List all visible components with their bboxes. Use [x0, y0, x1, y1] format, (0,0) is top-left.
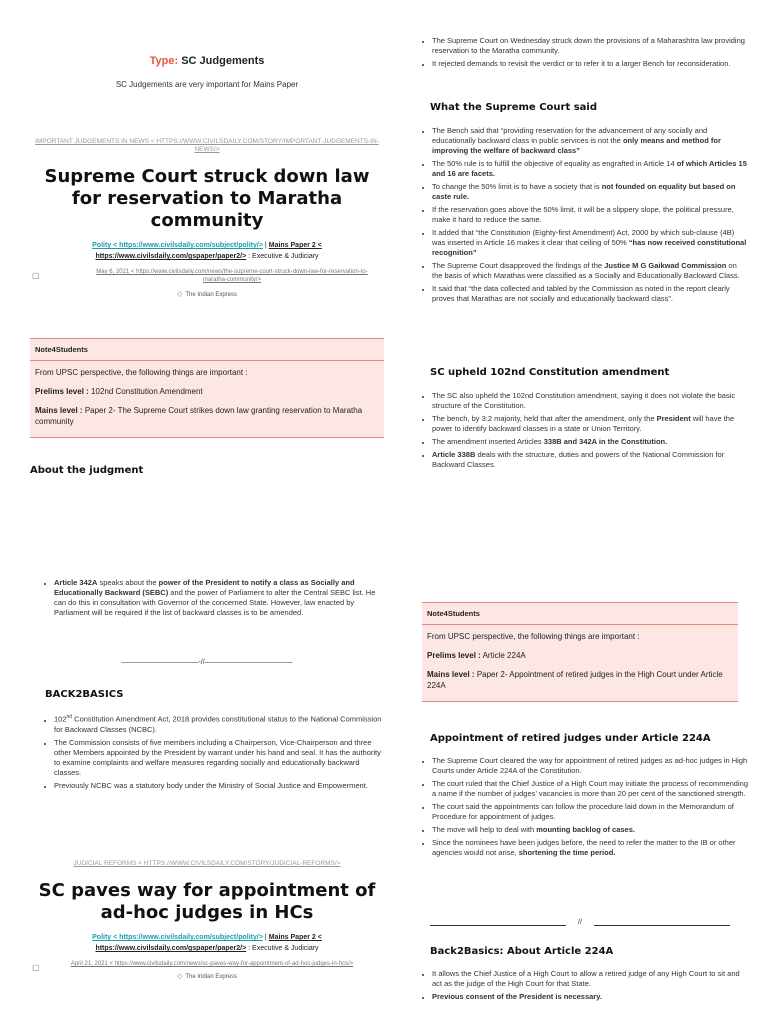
list-item: • The Supreme Court cleared the way for appointment of retired judges as ad-hoc judges in High Courts under Article 224A of the Constitution. [432, 756, 748, 776]
list-item: • The 50% rule is to fulfill the objective of equality as engrafted in Article 14 of which Articles 15 and 16 are facets. [432, 159, 748, 179]
article2-date[interactable] [30, 960, 384, 972]
article2-category-link[interactable]: JUDICIAL REFORMS < HTTPS://WWW.CIVILSDAILY.COM/STORY/JUDICIAL-REFORMS/> [73, 860, 341, 867]
type-subtitle: SC Judgements are very important for Mains Paper [115, 80, 299, 89]
article1-subject-link[interactable]: Polity < https://www.civilsdaily.com/subject/polity/> [92, 242, 263, 249]
list-item: • 102nd Constitution Amendment Act, 2018 provides constitutional status to the National Commission for Backward Classes (NCBC). [54, 712, 384, 735]
list-item: • Previous consent of the President is necessary. [432, 992, 748, 1002]
list-item: • The move will help to deal with mounting backlog of cases. [432, 825, 748, 835]
divider-line-right [594, 925, 730, 926]
type-value: SC Judgements [181, 55, 265, 67]
section-divider: ———————————-//————————————– [121, 659, 293, 666]
article2-paper-link-b[interactable]: https://www.civilsdaily.com/gspaper/paper2/> [95, 945, 247, 952]
note-intro: From UPSC perspective, the following things are important : [427, 632, 640, 641]
article2-source [30, 972, 384, 980]
what-sc-said-heading: What the Supreme Court said [430, 102, 598, 113]
list-item: • Article 342A speaks about the power of the President to notify a class as Socially and Educationally Backward (SEBC) and the power of Parliament to alter the Central SEBC list. He can do this in consultation with Governor of the concerned State. However, law enacted by Parliament will be required if the list of backward classes is to be amended. [54, 578, 384, 618]
article1-paper-link-b[interactable]: https://www.civilsdaily.com/gspaper/paper2/> [95, 253, 247, 260]
list-item: • The court said the appointments can follow the procedure laid down in the Memorandum of Procedure for appointment of judges. [432, 802, 748, 822]
list-item: • The amendment inserted Articles 338B and 342A in the Constitution. [432, 437, 748, 447]
list-item: • The Supreme Court on Wednesday struck down the provisions of a Maharashtra law providing reservation to the Maratha community. [432, 36, 748, 56]
note-heading: Note4Students [422, 603, 738, 625]
type-line [30, 55, 384, 67]
article342a-list [30, 578, 384, 621]
sc-upheld-heading: SC upheld 102nd Constitution amendment [430, 367, 670, 378]
list-item: • Since the nominees have been judges before, the need to refer the matter to the IB or other agencies would not arise, shortening the time period. [432, 838, 748, 858]
note-prelims: Prelims level : 102nd Constitution Amendment [35, 387, 203, 396]
back2basics-224a-heading: Back2Basics: About Article 224A [430, 946, 614, 957]
note-prelims: Prelims level : Article 224A [427, 651, 526, 660]
article2-paper-suffix: : Executive & Judiciary [248, 945, 319, 952]
sc-upheld-list [422, 391, 748, 473]
back2basics-list [30, 712, 384, 794]
article1-title: Supreme Court struck down law for reservation to Maratha community [44, 166, 370, 231]
back2basics-224a-list [422, 969, 748, 1005]
list-item: • The Commission consists of five members including a Chairperson, Vice-Chairperson and three other Members appointed by the President by warrant under his hand and seal. It has the authority to examine complaints and welfare measures regarding socially and educationally backward classes. [54, 738, 384, 778]
list-item: • The court ruled that the Chief Justice of a High Court may initiate the process of recommending a name if the number of judges’ vacancies is more than 20 per cent of the sanctioned strength. [432, 779, 748, 799]
list-item: • It added that “the Constitution (Eighty-first Amendment) Act, 2000 by which sub-clause (4B) was inserted in Article 16 makes it clear that ceiling of 50% “has now received constitutional recognition” [432, 228, 748, 258]
list-item: • If the reservation goes above the 50% limit, it will be a slippery slope, the political pressure, make it hard to reduce the same. [432, 205, 748, 225]
tag-icon: ◇ [176, 291, 183, 298]
sc-said-list [422, 126, 748, 307]
note-mains: Mains level : Paper 2- Appointment of retired judges in the High Court under Article 224A [427, 670, 723, 690]
list-item: • It rejected demands to revisit the verdict or to refer it to a larger Bench for reconsideration. [432, 59, 748, 69]
about-judgment-heading: About the judgment [30, 465, 144, 476]
article2-note [422, 602, 738, 702]
article2-subject-link[interactable]: Polity < https://www.civilsdaily.com/subject/polity/> [92, 934, 263, 941]
list-item: • The SC also upheld the 102nd Constitution amendment, saying it does not violate the basic structure of the Constitution. [432, 391, 748, 411]
note-mains: Mains level : Paper 2- The Supreme Court strikes down law granting reservation to Maratha community [35, 406, 363, 426]
list-item: • The bench, by 3:2 majority, held that after the amendment, only the President will have the power to identify backward classes in a state or Union Territory. [432, 414, 748, 434]
back2basics-heading: BACK2BASICS [45, 689, 124, 700]
article1-category-link[interactable]: IMPORTANT JUDGEMENTS IN NEWS < HTTPS://WWW.CIVILSDAILY.COM/STORY/IMPORTANT-JUDGEMENTS-IN-NEWS/> [35, 138, 379, 153]
article1-date[interactable] [30, 268, 384, 284]
list-item: • It said that “the data collected and tabled by the Commission as noted in the report clearly proves that Marathas are not socially and educationally backward class”. [432, 284, 748, 304]
article2-paper-link-a[interactable]: Mains Paper 2 < [268, 934, 322, 941]
list-item: • To change the 50% limit is to have a society that is not founded on equality but based on caste rule. [432, 182, 748, 202]
section-divider: // [578, 919, 582, 926]
article1-meta: Polity < https://www.civilsdaily.com/subject/polity/> | Mains Paper 2 < https://www.civilsdaily.com/gspaper/paper2/> : Executive & Judiciary [92, 242, 322, 260]
article2-date-link[interactable]: April 21, 2021 < https://www.civilsdaily.com/news/sc-paves-way-for-appointment-of-ad-hoc-judges-in-hcs/> [70, 961, 354, 967]
intro-list [422, 36, 748, 72]
article1-paper-suffix: : Executive & Judiciary [248, 253, 319, 260]
note-heading: Note4Students [30, 339, 384, 361]
appointment-list [422, 756, 748, 861]
tag-icon: ◇ [176, 973, 183, 980]
list-item: • Previously NCBC was a statutory body under the Ministry of Social Justice and Empowerment. [54, 781, 384, 791]
article2-meta: Polity < https://www.civilsdaily.com/subject/polity/> | Mains Paper 2 < https://www.civilsdaily.com/gspaper/paper2/> : Executive & Judiciary [92, 934, 322, 952]
article2-title: SC paves way for appointment of ad-hoc judges in HCs [38, 880, 376, 923]
list-item: • The Supreme Court disapproved the findings of the Justice M G Gaikwad Commission on the basis of which Marathas were classified as a Socially and Educationally Backward Class. [432, 261, 748, 281]
left-column [30, 0, 384, 1024]
list-item: • Article 338B deals with the structure, duties and powers of the National Commission for Backward Classes. [432, 450, 748, 470]
calendar-icon: ▢ [32, 271, 40, 280]
article1-header [30, 138, 384, 298]
type-label: Type: [149, 55, 179, 67]
appointment-heading: Appointment of retired judges under Article 224A [430, 733, 711, 744]
calendar-icon: ▢ [32, 963, 40, 972]
article1-note [30, 338, 384, 438]
article1-source-text: The Indian Express [185, 292, 238, 298]
list-item: • It allows the Chief Justice of a High Court to allow a retired judge of any High Court to sit and act as the judge of the High Court for that State. [432, 969, 748, 989]
article1-paper-link-a[interactable]: Mains Paper 2 < [268, 242, 322, 249]
note-intro: From UPSC perspective, the following things are important : [35, 368, 248, 377]
right-column [422, 0, 748, 1024]
article2-header [30, 860, 384, 980]
article1-source [30, 290, 384, 298]
list-item: • The Bench said that “providing reservation for the advancement of any socially and educationally backward class in public services is not the only means and method for improving the welfare of backward class” [432, 126, 748, 156]
article2-source-text: The Indian Express [185, 974, 238, 980]
article1-date-link[interactable]: May 6, 2021 < https://www.civilsdaily.com/news/the-supreme-court-struck-down-law-for-reservation-to-maratha-community/> [96, 269, 368, 283]
